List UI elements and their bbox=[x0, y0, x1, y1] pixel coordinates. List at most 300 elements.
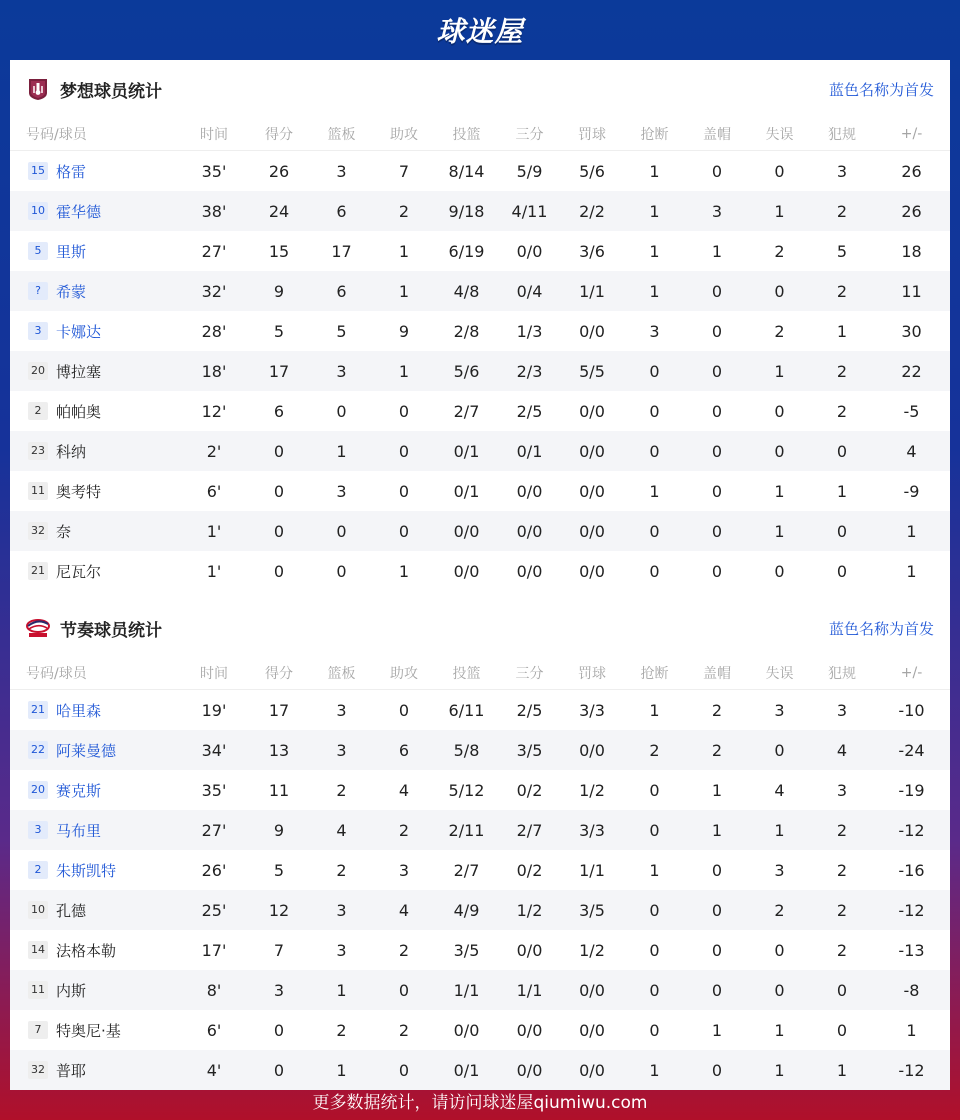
table-row bbox=[10, 511, 950, 551]
player-cell bbox=[10, 391, 180, 431]
stat-cell: 0 bbox=[623, 970, 686, 1010]
column-header: 助攻 bbox=[373, 657, 435, 690]
stat-cell: 2 bbox=[748, 890, 811, 930]
stat-cell: 30 bbox=[901, 321, 922, 341]
column-header: 三分 bbox=[498, 657, 561, 690]
stat-cell: -9 bbox=[903, 481, 920, 501]
stat-cell: 7 bbox=[273, 940, 285, 960]
player-name-link[interactable]: 尼瓦尔 bbox=[56, 562, 102, 581]
stat-cell: 2 bbox=[811, 351, 873, 391]
stat-cell: 2 bbox=[811, 890, 873, 930]
stat-cell: 0 bbox=[273, 561, 285, 581]
stat-cell: 3/5 bbox=[453, 940, 480, 960]
table-row bbox=[10, 970, 950, 1010]
stat-cell: 3 bbox=[774, 700, 785, 720]
stat-cell: 2 bbox=[711, 700, 723, 720]
stat-cell: 1/2 bbox=[579, 940, 605, 960]
stat-cell: 0 bbox=[774, 161, 785, 181]
footer-banner bbox=[0, 1080, 960, 1120]
stat-cell: 2/5 bbox=[516, 700, 543, 720]
site-header bbox=[0, 0, 960, 60]
stat-cell: 6 bbox=[310, 271, 373, 311]
stat-cell: 0 bbox=[774, 940, 785, 960]
stat-cell: 0/0 bbox=[516, 1020, 543, 1040]
player-cell bbox=[10, 930, 180, 970]
stat-cell: 0 bbox=[748, 431, 811, 471]
stat-cell: 27' bbox=[201, 241, 227, 261]
player-cell bbox=[10, 511, 180, 551]
stat-cell: 2 bbox=[811, 191, 873, 231]
jersey-number-badge: 20 bbox=[28, 781, 48, 799]
player-cell bbox=[10, 551, 180, 591]
column-header: 篮板 bbox=[310, 118, 373, 151]
dream-team-logo-icon bbox=[26, 77, 50, 101]
column-header: 失误 bbox=[748, 657, 811, 690]
stat-cell: 2/5 bbox=[516, 401, 543, 421]
stat-cell: 1 bbox=[836, 481, 848, 501]
stat-cell: 0 bbox=[686, 271, 748, 311]
stat-cell: 0/0 bbox=[579, 1020, 605, 1040]
stat-cell: 3/3 bbox=[579, 700, 605, 720]
stat-cell: 1 bbox=[748, 810, 811, 850]
stat-cell: 2/8 bbox=[453, 321, 480, 341]
player-name-link[interactable]: 法格本勒 bbox=[56, 941, 117, 960]
jersey-number-badge: 2 bbox=[28, 402, 48, 420]
stat-cell: 0/0 bbox=[516, 481, 543, 501]
table-header-row bbox=[10, 657, 950, 690]
stat-cell: 3/5 bbox=[498, 730, 561, 770]
stat-cell: 0 bbox=[398, 481, 410, 501]
stat-cell: 4/8 bbox=[435, 271, 498, 311]
stat-cell: 3/5 bbox=[561, 890, 623, 930]
stat-cell: 2 bbox=[336, 860, 347, 880]
stat-cell: 0 bbox=[836, 1020, 848, 1040]
player-name-link[interactable]: 阿莱曼德 bbox=[56, 741, 117, 760]
stat-cell: 6/11 bbox=[448, 700, 485, 720]
stat-cell: 11 bbox=[873, 271, 950, 311]
stat-cell: 8/14 bbox=[448, 161, 485, 181]
stat-cell: 3 bbox=[336, 700, 347, 720]
stat-cell: 2 bbox=[398, 1020, 410, 1040]
player-cell bbox=[10, 311, 180, 351]
stat-cell: 3 bbox=[310, 730, 373, 770]
stat-cell: 2/7 bbox=[453, 860, 480, 880]
stat-cell: 26 bbox=[873, 191, 950, 231]
stat-cell: 1 bbox=[748, 351, 811, 391]
stat-cell: 18 bbox=[901, 241, 922, 261]
column-header: 失误 bbox=[748, 118, 811, 151]
player-name-link[interactable]: 奥考特 bbox=[56, 482, 102, 501]
team-title: 梦想球员统计 bbox=[60, 81, 162, 102]
stat-cell: 35' bbox=[201, 161, 227, 181]
stat-cell: 1 bbox=[774, 1020, 785, 1040]
column-header: 罚球 bbox=[561, 657, 623, 690]
stat-cell: 0 bbox=[711, 940, 723, 960]
stat-cell: 0/0 bbox=[516, 940, 543, 960]
player-cell bbox=[10, 351, 180, 391]
column-header: 得分 bbox=[248, 657, 310, 690]
stat-cell: 1/1 bbox=[561, 271, 623, 311]
stat-cell: 17 bbox=[268, 700, 290, 720]
stat-cell: 38' bbox=[180, 191, 248, 231]
stat-cell: 0 bbox=[248, 1050, 310, 1090]
table-row bbox=[10, 690, 950, 731]
stat-cell: 0 bbox=[686, 431, 748, 471]
stat-cell: 0 bbox=[623, 890, 686, 930]
stat-cell: 0/0 bbox=[453, 1020, 480, 1040]
stat-cell: 5/12 bbox=[448, 780, 485, 800]
stat-cell: 0 bbox=[273, 481, 285, 501]
stat-cell: 0 bbox=[623, 511, 686, 551]
stat-cell: 0/1 bbox=[453, 481, 480, 501]
stat-cell: 2 bbox=[836, 860, 848, 880]
column-header: 时间 bbox=[180, 118, 248, 151]
player-cell bbox=[10, 770, 180, 810]
player-cell bbox=[10, 890, 180, 930]
stat-cell: 17' bbox=[201, 940, 227, 960]
stat-cell: 0 bbox=[248, 431, 310, 471]
stat-cell: 3 bbox=[310, 351, 373, 391]
stat-cell: 1 bbox=[373, 351, 435, 391]
player-name-link[interactable]: 帕帕奥 bbox=[56, 402, 102, 421]
stat-cell: 0/0 bbox=[561, 730, 623, 770]
stat-cell: 0 bbox=[273, 1020, 285, 1040]
stat-cell: 1 bbox=[649, 481, 660, 501]
stat-cell: 0 bbox=[398, 401, 410, 421]
stat-cell: 28' bbox=[201, 321, 227, 341]
player-name-link[interactable]: 内斯 bbox=[56, 981, 87, 1000]
stat-cell: 2 bbox=[686, 730, 748, 770]
stat-cell: 0/0 bbox=[561, 1050, 623, 1090]
stat-cell: 0 bbox=[373, 431, 435, 471]
jersey-number-badge: 5 bbox=[28, 242, 48, 260]
table-row bbox=[10, 930, 950, 970]
column-header: 盖帽 bbox=[686, 118, 748, 151]
player-cell bbox=[10, 431, 180, 471]
team-title: 节奏球员统计 bbox=[60, 620, 162, 641]
stat-cell: 0 bbox=[649, 940, 660, 960]
stat-cell: 0/2 bbox=[516, 780, 543, 800]
stat-cell: 0/0 bbox=[579, 321, 605, 341]
player-name-link[interactable]: 希蒙 bbox=[56, 282, 87, 301]
stat-cell: 1/1 bbox=[435, 970, 498, 1010]
stat-cell: 12' bbox=[201, 401, 227, 421]
stat-cell: 1/2 bbox=[498, 890, 561, 930]
site-logo: 球迷屋 bbox=[436, 15, 524, 48]
stat-cell: 0 bbox=[711, 561, 723, 581]
stat-cell: 0 bbox=[310, 511, 373, 551]
stat-cell: 2 bbox=[774, 241, 785, 261]
stat-cell: 12 bbox=[248, 890, 310, 930]
column-header: +/- bbox=[873, 657, 950, 690]
stat-cell: 4 bbox=[398, 780, 410, 800]
table-row bbox=[10, 231, 950, 271]
player-cell bbox=[10, 970, 180, 1010]
stat-cell: 9 bbox=[398, 321, 410, 341]
stat-cell: 0 bbox=[686, 970, 748, 1010]
table-row bbox=[10, 151, 950, 192]
stat-cell: 0/4 bbox=[498, 271, 561, 311]
stat-cell: 0 bbox=[373, 970, 435, 1010]
stat-cell: 0/0 bbox=[516, 561, 543, 581]
stat-cell: 15 bbox=[268, 241, 290, 261]
stat-cell: 7 bbox=[398, 161, 410, 181]
column-header: 投篮 bbox=[435, 657, 498, 690]
player-cell bbox=[10, 850, 180, 890]
starter-note: 蓝色名称为首发 bbox=[828, 619, 934, 638]
stat-cell: 0 bbox=[711, 401, 723, 421]
stat-cell: 6 bbox=[310, 191, 373, 231]
stat-cell: 0 bbox=[711, 860, 723, 880]
stat-cell: 5/8 bbox=[435, 730, 498, 770]
player-cell bbox=[10, 471, 180, 511]
stat-cell: 0 bbox=[398, 700, 410, 720]
stat-cell: 4 bbox=[373, 890, 435, 930]
stat-cell: 5 bbox=[336, 321, 347, 341]
player-name-link[interactable]: 博拉塞 bbox=[56, 362, 102, 381]
stat-cell: 3 bbox=[248, 970, 310, 1010]
stat-cell: -12 bbox=[873, 810, 950, 850]
stat-cell: 6' bbox=[206, 481, 222, 501]
stat-cell: 3 bbox=[836, 700, 848, 720]
stat-cell: 22 bbox=[873, 351, 950, 391]
player-cell bbox=[10, 810, 180, 850]
stat-cell: 0 bbox=[711, 321, 723, 341]
stat-cell: 35' bbox=[201, 780, 227, 800]
stat-cell: 1 bbox=[623, 191, 686, 231]
stat-cell: 0 bbox=[373, 1050, 435, 1090]
stat-cell: 0/1 bbox=[435, 431, 498, 471]
stat-cell: 0 bbox=[811, 511, 873, 551]
player-cell bbox=[10, 151, 180, 192]
stat-cell: 2 bbox=[811, 810, 873, 850]
stat-cell: 0/0 bbox=[435, 511, 498, 551]
stat-cell: 2 bbox=[811, 271, 873, 311]
column-header: 抢断 bbox=[623, 118, 686, 151]
stat-cell: 0 bbox=[811, 970, 873, 1010]
stat-cell: 3 bbox=[336, 161, 347, 181]
table-row bbox=[10, 351, 950, 391]
stat-cell: -8 bbox=[873, 970, 950, 1010]
stat-cell: 0 bbox=[336, 401, 347, 421]
stat-cell: 1 bbox=[310, 970, 373, 1010]
player-cell bbox=[10, 690, 180, 731]
player-name-link[interactable]: 卡娜达 bbox=[56, 322, 102, 341]
stat-cell: 9 bbox=[248, 810, 310, 850]
stat-cell: 3 bbox=[686, 191, 748, 231]
stat-cell: 3/3 bbox=[561, 810, 623, 850]
jersey-number-badge: 11 bbox=[28, 981, 48, 999]
stat-cell: 3/6 bbox=[579, 241, 605, 261]
stat-cell: 0 bbox=[711, 481, 723, 501]
stat-cell: 34' bbox=[180, 730, 248, 770]
stat-cell: 1 bbox=[811, 1050, 873, 1090]
stat-cell: 3 bbox=[836, 161, 848, 181]
stat-cell: 0 bbox=[686, 890, 748, 930]
stat-cell: 1' bbox=[206, 561, 222, 581]
column-header: 时间 bbox=[180, 657, 248, 690]
player-name-link[interactable]: 特奥尼·基 bbox=[56, 1021, 121, 1040]
table-row bbox=[10, 810, 950, 850]
stat-cell: 1 bbox=[398, 241, 410, 261]
stat-cell: 25' bbox=[180, 890, 248, 930]
player-name-link[interactable]: 里斯 bbox=[56, 242, 87, 261]
stat-cell: 2 bbox=[373, 810, 435, 850]
table-row bbox=[10, 890, 950, 930]
stat-cell: 0/1 bbox=[498, 431, 561, 471]
player-name-link[interactable]: 普耶 bbox=[56, 1061, 87, 1080]
stat-cell: 0 bbox=[649, 561, 660, 581]
jersey-number-badge: ? bbox=[28, 282, 48, 300]
stat-cell: 1 bbox=[748, 191, 811, 231]
stat-cell: 0 bbox=[686, 511, 748, 551]
stat-cell: 0/2 bbox=[516, 860, 543, 880]
stat-cell: 0 bbox=[336, 561, 347, 581]
stat-cell: 0 bbox=[811, 431, 873, 471]
stat-cell: 26' bbox=[201, 860, 227, 880]
stat-cell: 2/11 bbox=[435, 810, 498, 850]
stat-cell: 3 bbox=[398, 860, 410, 880]
stat-cell: 2 bbox=[623, 730, 686, 770]
team-section-header bbox=[10, 60, 950, 118]
stat-cell: 17 bbox=[248, 351, 310, 391]
stat-cell: 0 bbox=[248, 511, 310, 551]
stat-cell: 1 bbox=[873, 511, 950, 551]
player-stats-table bbox=[10, 657, 950, 1090]
table-row bbox=[10, 311, 950, 351]
jersey-number-badge: 2 bbox=[28, 861, 48, 879]
player-name-link[interactable]: 朱斯凯特 bbox=[56, 861, 117, 880]
stat-cell: 18' bbox=[180, 351, 248, 391]
player-name-link[interactable]: 霍华德 bbox=[56, 202, 102, 221]
stat-cell: 0 bbox=[748, 970, 811, 1010]
stat-cell: 9 bbox=[248, 271, 310, 311]
stat-cell: 19' bbox=[201, 700, 227, 720]
jersey-number-badge: 10 bbox=[28, 901, 48, 919]
player-cell bbox=[10, 730, 180, 770]
player-cell bbox=[10, 231, 180, 271]
stat-cell: 4/11 bbox=[498, 191, 561, 231]
jersey-number-badge: 22 bbox=[28, 741, 48, 759]
footer-text: 更多数据统计，请访问球迷屋qiumiwu.com bbox=[312, 1092, 648, 1113]
jersey-number-badge: 3 bbox=[28, 821, 48, 839]
column-header: 抢断 bbox=[623, 657, 686, 690]
table-row bbox=[10, 191, 950, 231]
jersey-number-badge: 21 bbox=[28, 562, 48, 580]
stat-cell: 4' bbox=[180, 1050, 248, 1090]
stat-cell: 0/1 bbox=[435, 1050, 498, 1090]
stat-cell: 0/0 bbox=[561, 511, 623, 551]
table-row bbox=[10, 471, 950, 511]
stat-cell: 0 bbox=[774, 561, 785, 581]
stat-cell: -10 bbox=[898, 700, 925, 720]
player-name-link[interactable]: 赛克斯 bbox=[56, 781, 102, 800]
jersey-number-badge: 21 bbox=[28, 701, 48, 719]
stat-cell: 5/9 bbox=[516, 161, 543, 181]
stat-cell: 5 bbox=[273, 860, 285, 880]
stat-cell: 32' bbox=[180, 271, 248, 311]
stat-cell: 2/2 bbox=[561, 191, 623, 231]
stat-cell: 1/3 bbox=[516, 321, 543, 341]
player-name-link[interactable]: 奈 bbox=[56, 522, 72, 541]
stats-card bbox=[10, 60, 950, 1080]
stat-cell: 1 bbox=[711, 1020, 723, 1040]
rhythm-team-logo-icon bbox=[26, 616, 50, 640]
table-row bbox=[10, 271, 950, 311]
stat-cell: 1/2 bbox=[579, 780, 605, 800]
jersey-number-badge: 32 bbox=[28, 1061, 48, 1079]
stat-cell: 5/5 bbox=[561, 351, 623, 391]
table-row bbox=[10, 850, 950, 890]
player-cell bbox=[10, 271, 180, 311]
stat-cell: 6/19 bbox=[448, 241, 485, 261]
player-name-link[interactable]: 哈里森 bbox=[56, 701, 102, 720]
stat-cell: 1/1 bbox=[579, 860, 605, 880]
stat-cell: 1 bbox=[711, 780, 723, 800]
stat-cell: 1 bbox=[623, 1050, 686, 1090]
player-name-link[interactable]: 科纳 bbox=[56, 442, 87, 461]
stat-cell: 5 bbox=[836, 241, 848, 261]
stat-cell: 0/0 bbox=[579, 401, 605, 421]
column-header: 号码/球员 bbox=[10, 118, 180, 151]
stat-cell: 6 bbox=[373, 730, 435, 770]
stat-cell: 8' bbox=[180, 970, 248, 1010]
stat-cell: 0 bbox=[649, 780, 660, 800]
stat-cell: 5 bbox=[273, 321, 285, 341]
player-name-link[interactable]: 孔德 bbox=[56, 901, 87, 920]
jersey-number-badge: 11 bbox=[28, 482, 48, 500]
stat-cell: 4 bbox=[811, 730, 873, 770]
stat-cell: 0/0 bbox=[579, 561, 605, 581]
stat-cell: 2 bbox=[836, 401, 848, 421]
stat-cell: 3 bbox=[649, 321, 660, 341]
stat-cell: 1' bbox=[180, 511, 248, 551]
stat-cell: 0 bbox=[649, 401, 660, 421]
stat-cell: 4 bbox=[310, 810, 373, 850]
stat-cell: 2 bbox=[336, 780, 347, 800]
stat-cell: -24 bbox=[873, 730, 950, 770]
table-row bbox=[10, 1010, 950, 1050]
column-header: 犯规 bbox=[811, 657, 873, 690]
table-row bbox=[10, 551, 950, 591]
jersey-number-badge: 7 bbox=[28, 1021, 48, 1039]
stat-cell: 3 bbox=[336, 940, 347, 960]
column-header: 三分 bbox=[498, 118, 561, 151]
player-name-link[interactable]: 马布里 bbox=[56, 821, 102, 840]
starter-note: 蓝色名称为首发 bbox=[828, 80, 934, 99]
column-header: 罚球 bbox=[561, 118, 623, 151]
player-name-link[interactable]: 格雷 bbox=[56, 162, 87, 181]
stat-cell: 0 bbox=[774, 401, 785, 421]
team-section-header bbox=[10, 599, 950, 657]
stat-cell: 0 bbox=[836, 561, 848, 581]
stat-cell: -5 bbox=[903, 401, 920, 421]
stat-cell: 0 bbox=[623, 431, 686, 471]
stat-cell: 11 bbox=[268, 780, 290, 800]
stat-cell: 0 bbox=[748, 271, 811, 311]
stat-cell: 13 bbox=[248, 730, 310, 770]
player-stats-table bbox=[10, 118, 950, 591]
stat-cell: 3 bbox=[336, 481, 347, 501]
jersey-number-badge: 20 bbox=[28, 362, 48, 380]
stat-cell: 0 bbox=[711, 161, 723, 181]
stat-cell: 26 bbox=[268, 161, 290, 181]
column-header: 投篮 bbox=[435, 118, 498, 151]
column-header: 助攻 bbox=[373, 118, 435, 151]
stat-cell: 2 bbox=[398, 940, 410, 960]
stat-cell: 1 bbox=[686, 810, 748, 850]
stat-cell: 1 bbox=[748, 511, 811, 551]
